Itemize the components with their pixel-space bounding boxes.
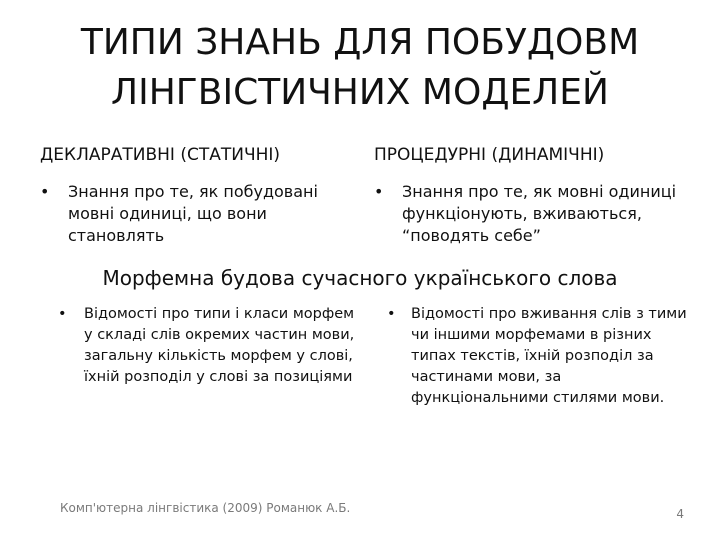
- morpheme-usage-bullet: [387, 304, 697, 409]
- morpheme-subheading: Морфемна будова сучасного українського слова: [102, 266, 618, 290]
- declarative-bullet-text: Знання про те, як побудовані мовні одиниці, що вони становлять: [68, 182, 318, 245]
- declarative-bullet: [40, 181, 358, 247]
- bullet-icon: •: [387, 306, 396, 322]
- procedural-bullet-text: Знання про те, як мовні одиниці функціонують, вживаються, “поводять себе”: [402, 182, 677, 245]
- procedural-heading: ПРОЦЕДУРНІ (ДИНАМІЧНІ): [374, 145, 605, 165]
- bullet-icon: •: [374, 182, 384, 201]
- morpheme-structure-bullet-text: Відомості про типи і класи морфем у складі слів окремих частин мови, загальну кількість морфем у слові, їхній розподіл у слові за позиціями: [84, 306, 355, 385]
- declarative-heading: ДЕКЛАРАТИВНІ (СТАТИЧНІ): [40, 145, 281, 165]
- procedural-bullet: [374, 181, 694, 247]
- page-number: 4: [676, 507, 684, 521]
- bullet-icon: •: [40, 182, 50, 201]
- slide-title: ТИПИ ЗНАНЬ ДЛЯ ПОБУДОВМ ЛІНГВІСТИЧНИХ МОДЕЛЕЙ: [80, 22, 640, 113]
- morpheme-usage-bullet-text: Відомості про вживання слів з тими чи іншими морфемами в різних типах текстів, їхній розподіл за частинами мови, за функціональними стилями мови.: [411, 306, 687, 406]
- morpheme-structure-bullet: [58, 304, 363, 388]
- bullet-icon: •: [58, 306, 67, 322]
- slide-footer: Комп'ютерна лінгвістика (2009) Романюк А.Б.: [60, 501, 351, 515]
